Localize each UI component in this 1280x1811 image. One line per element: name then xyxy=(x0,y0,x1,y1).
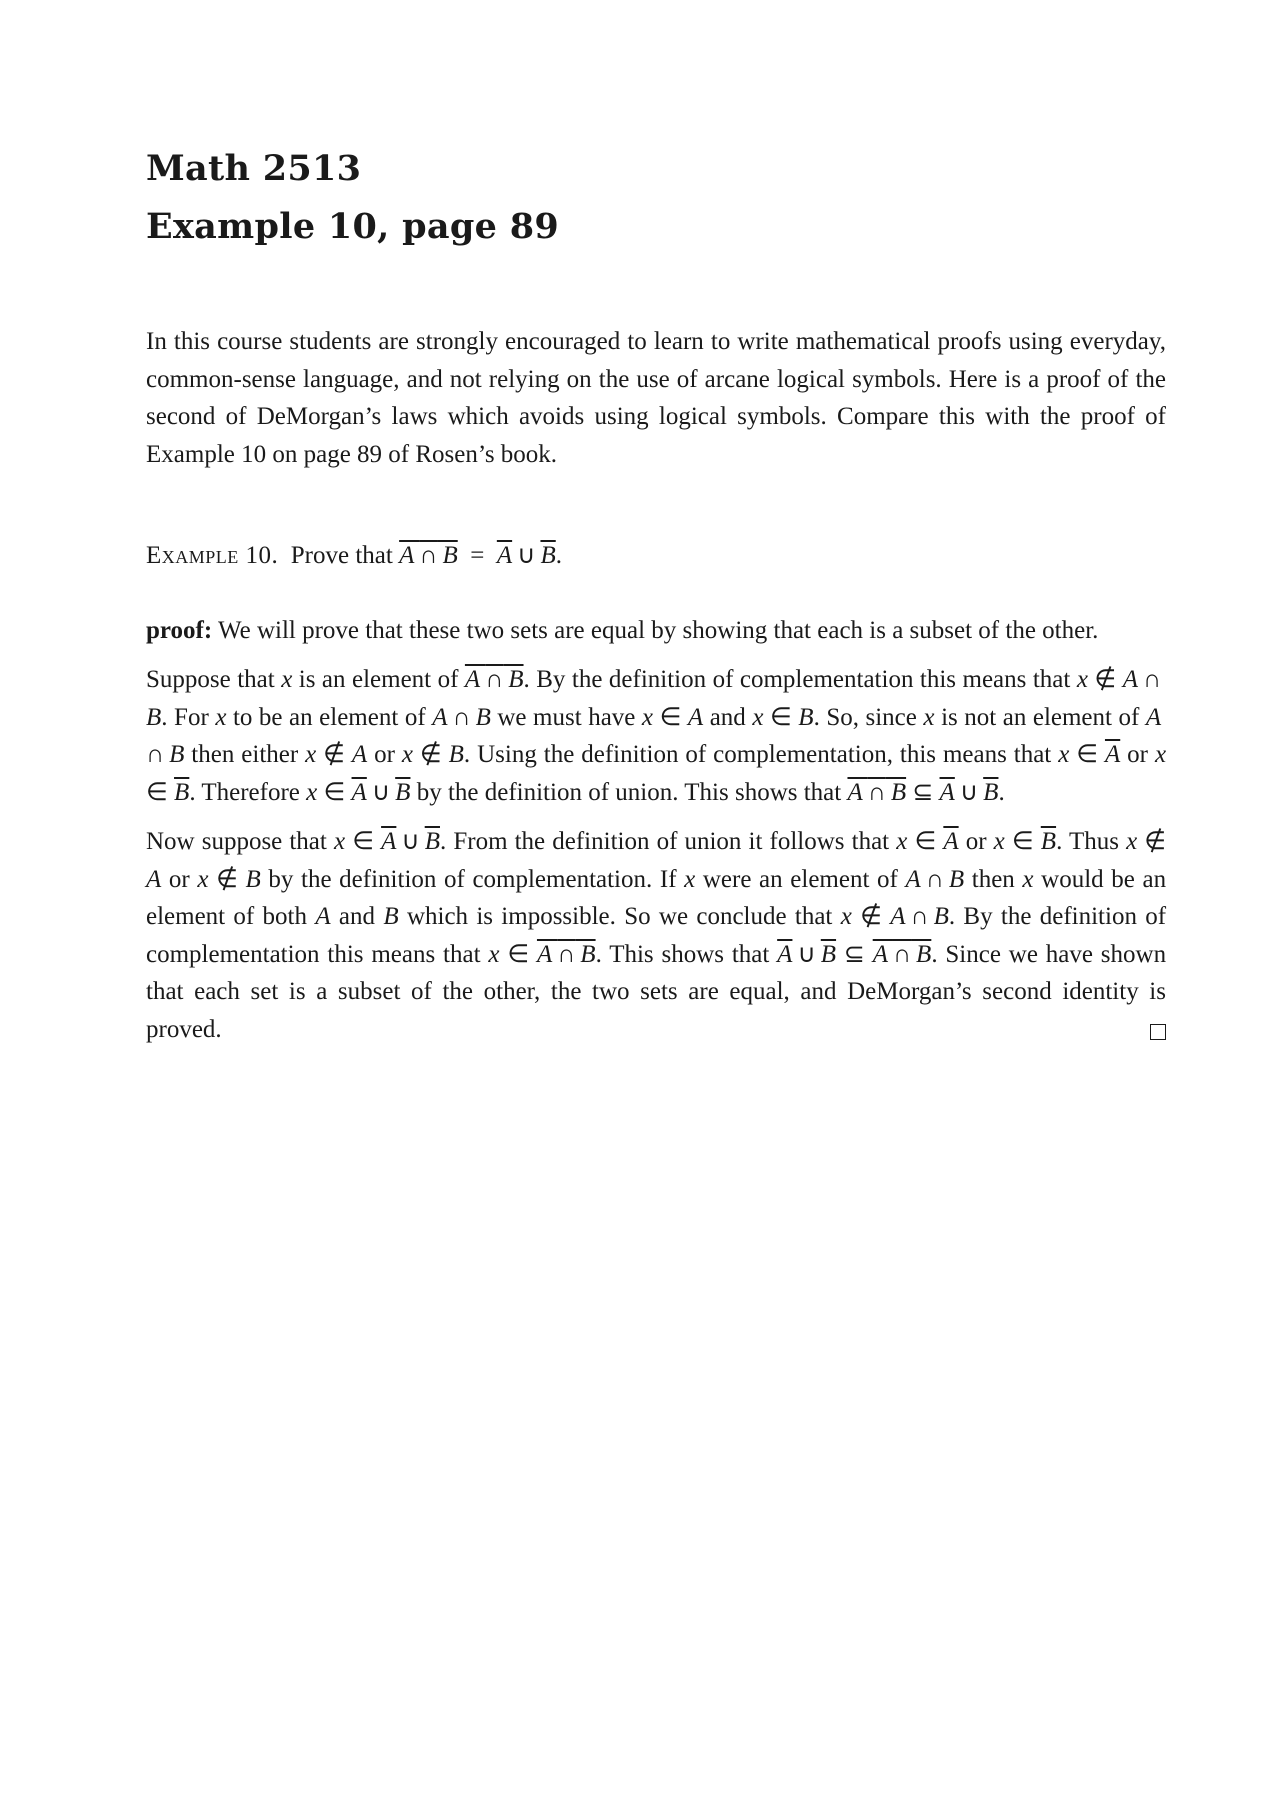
qed-square-icon xyxy=(1150,1024,1166,1040)
course-title: Math 2513 xyxy=(146,148,362,189)
document-page xyxy=(146,140,1166,1048)
example-statement: Example 10. Prove that A ∩ $B = \overline{A}$ ∪ $\overline{B}$. xyxy=(146,542,562,569)
proof-paragraph-3: Now suppose that x ∈ $\overline{A}$ ∪ $\overline{B}$. From the definition of union it follows that x ∈ $\overline{A}$ or x ∈ $\overline{B}$. Thus x ∉ A or x ∉ B by the definition of complementation. If x were an element of A ∩ B then x would be an element of both A and B which is impossible. So we conclude that x ∉ A ∩ B. By the definition of complementation this means that x ∈ A ∩ B. This shows that $\overline{A}$ ∪ $\overline{B}$ ⊆ A ∩ B. Since we have shown that each set is a subset of the other, the two sets are equal, and DeMorgan’s second identity is proved. xyxy=(146,828,1167,1043)
example-label: Example 10. xyxy=(146,542,279,569)
proof-intro-text: We will prove that these two sets are equal by showing that each is a subset of the other. xyxy=(218,616,1099,644)
math-union-of-complements: $\overline{A}$ ∪ $\overline{B}$ xyxy=(496,542,556,569)
intro-paragraph: In this course students are strongly encouraged to learn to write mathematical proofs using everyday, common-sense language, and not relying on the use of arcane logical symbols. Here is a proof of the second of DeMorgan’s laws which avoids using logical symbols. Compare this with the proof of Example 10 on page 89 of Rosen’s book. xyxy=(146,328,1166,468)
prove-that-text: Prove that xyxy=(290,542,393,569)
proof-paragraph-2: Suppose that x is an element of A ∩ B. By the definition of complementation this means that x ∉ A ∩ B. For x to be an element of A ∩ B we must have x ∈ A and x ∈ B. So, since x is not an element of A ∩ B then either x ∉ A or x ∉ B. Using the definition of complementation, this means that x ∈ $\overline{A}$ or x ∈ $\overline{B}$. Therefore x ∈ $\overline{A}$ ∪ $\overline{B}$ by the definition of union. This shows that A ∩ B ⊆ $\overline{A}$ ∪ $\overline{B}$. xyxy=(146,666,1167,806)
proof-paragraph-1 xyxy=(146,612,1166,650)
example-subtitle: Example 10, page 89 xyxy=(146,206,560,247)
proof-label: proof: xyxy=(146,616,213,644)
math-complement-intersection: A ∩ B xyxy=(399,542,458,569)
